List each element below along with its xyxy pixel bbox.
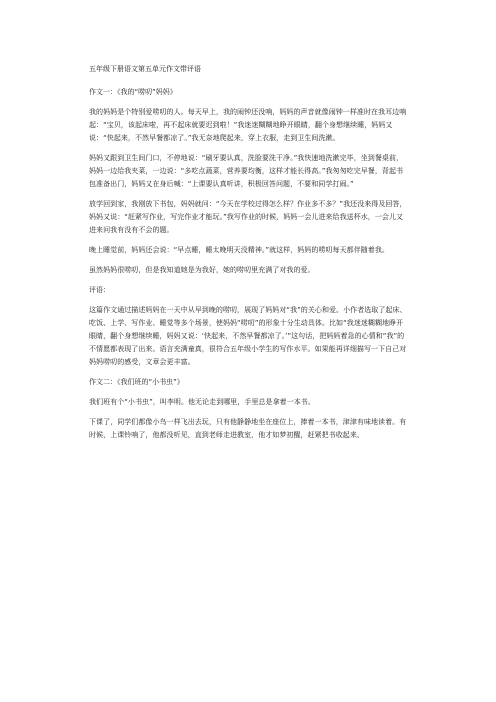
essay1-paragraph-5: 虽然妈妈很唠叨，但是我知道她是为我好，她的唠叨里充满了对我的爱。 bbox=[89, 266, 315, 274]
essay1-paragraph-4: 晚上睡觉前，妈妈还会说：“早点睡，睡太晚明天没精神。”就这样，妈妈的唠叨每天都伴随着我。 bbox=[89, 246, 389, 254]
document-page bbox=[89, 64, 409, 449]
essay1-paragraph-3: 放学回到家，我刚放下书包，妈妈就问：“今天在学校过得怎么样？作业多不多？”我还没来得及回答，妈妈又说：“赶紧写作业，写完作业才能玩。”我写作业的时候，妈妈一会儿进来给我送杯水，一会儿又进来问我有没有不会的题。 bbox=[89, 200, 407, 234]
essay2-heading: 作文二：《我们班的“小书虫”》 bbox=[89, 378, 184, 386]
essay1-paragraph-2: 妈妈又跟到卫生间门口，不停地说：“刷牙要认真，洗脸要洗干净。”我快速地洗漱完毕，坐到餐桌前，妈妈一边给我夹菜，一边说：“多吃点蔬菜，营养要均衡，这样才能长得高。”我匆匆吃完早餐，背起书包准备出门，妈妈又在身后喊：“上课要认真听讲，积极回答问题，不要和同学打闹。” bbox=[89, 154, 404, 188]
essay2-paragraph-1: 我们班有个“小书虫”，叫李明。他无论走到哪里，手里总是拿着一本书。 bbox=[89, 398, 315, 406]
essay1-comment: 这篇作文通过描述妈妈在一天中从早到晚的唠叨，展现了妈妈对“我”的关心和爱。小作者选取了起床、吃饭、上学、写作业、睡觉等多个场景，使妈妈“唠叨”的形象十分生动具体。比如“我迷迷糊糊地睁开眼睛，翻个身想继续睡，妈妈又说：‘快起来，不然早餐都凉了。’”这句话，把妈妈着急的心情和“我”的不情愿都表现了出来。语言充满童真，很符合五年级小学生的写作水平。如果能再详细描写一下自己对妈妈唠叨的感受，文章会更丰富。 bbox=[89, 306, 407, 366]
document-title: 五年级下册语文第五单元作文带评语 bbox=[89, 65, 201, 73]
essay1-heading: 作文一：《我的“唠叨”妈妈》 bbox=[89, 88, 177, 96]
essay2-paragraph-2: 下课了，同学们都像小鸟一样飞出去玩，只有他静静地坐在座位上，捧着一本书，津津有味地读着。有时候，上课铃响了，他都没听见，直到老师走进教室，他才如梦初醒，赶紧把书收起来。 bbox=[89, 418, 407, 439]
essay1-comment-label: 评语： bbox=[89, 286, 110, 294]
essay1-paragraph-1: 我的妈妈是个特别爱唠叨的人。每天早上，我的闹钟还没响，妈妈的声音就像闹钟一样准时在我耳边响起：“宝贝，该起床啦，再不起床就要迟到啦！”我迷迷糊糊地睁开眼睛，翻个身想继续睡，妈妈又说：“快起来，不然早餐都凉了。”我无奈地爬起来，穿上衣服，走到卫生间洗漱。 bbox=[89, 108, 407, 142]
